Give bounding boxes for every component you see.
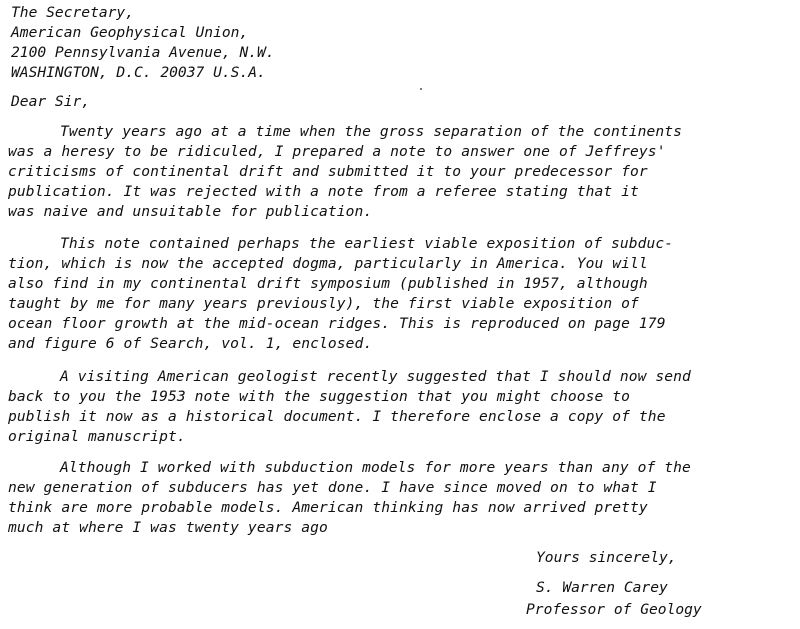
body-paragraph [8, 122, 798, 222]
recipient-address [11, 3, 511, 83]
paragraph-line: criticisms of continental drift and submitted it to your predecessor for [8, 163, 648, 180]
paper-speck [420, 88, 422, 90]
address-line: 2100 Pennsylvania Avenue, N.W. [11, 44, 275, 61]
letter-closing [526, 548, 796, 622]
valediction: Yours sincerely, [536, 549, 677, 566]
paragraph-line: much at where I was twenty years ago [8, 519, 328, 536]
address-line: WASHINGTON, D.C. 20037 U.S.A. [11, 64, 266, 81]
paragraph-line: was a heresy to be ridiculed, I prepared a note to answer one of Jeffreys' [8, 143, 666, 160]
salutation: Dear Sir, [11, 93, 91, 110]
address-line: American Geophysical Union, [11, 24, 249, 41]
paragraph-line: publish it now as a historical document. I therefore enclose a copy of the [8, 408, 666, 425]
address-line: The Secretary, [11, 4, 135, 21]
paragraph-line: ocean floor growth at the mid-ocean ridges. This is reproduced on page 179 [8, 315, 666, 332]
signatory-title: Professor of Geology [526, 601, 702, 618]
paragraph-line: publication. It was rejected with a note from a referee stating that it [8, 183, 639, 200]
paragraph-line: think are more probable models. American thinking has now arrived pretty [8, 499, 648, 516]
paragraph-line: new generation of subducers has yet done. I have since moved on to what I [8, 479, 657, 496]
paragraph-line: also find in my continental drift symposium (published in 1957, although [8, 275, 648, 292]
paragraph-line: tion, which is now the accepted dogma, particularly in America. You will [8, 255, 648, 272]
paragraph-line: original manuscript. [8, 428, 186, 445]
paragraph-line: back to you the 1953 note with the suggestion that you might choose to [8, 388, 631, 405]
body-paragraph [8, 458, 798, 538]
body-paragraph [8, 367, 798, 447]
paragraph-line: Although I worked with subduction models for more years than any of the [60, 459, 691, 476]
paragraph-line: and figure 6 of Search, vol. 1, enclosed. [8, 335, 373, 352]
paragraph-line: A visiting American geologist recently suggested that I should now send [60, 368, 691, 385]
signatory-name: S. Warren Carey [536, 579, 668, 596]
paragraph-line: was naive and unsuitable for publication. [8, 203, 373, 220]
paragraph-line: taught by me for many years previously), the first viable exposition of [8, 295, 639, 312]
paragraph-line: This note contained perhaps the earliest viable exposition of subduc- [60, 235, 674, 252]
body-paragraph [8, 234, 798, 354]
paragraph-line: Twenty years ago at a time when the gross separation of the continents [60, 123, 683, 140]
